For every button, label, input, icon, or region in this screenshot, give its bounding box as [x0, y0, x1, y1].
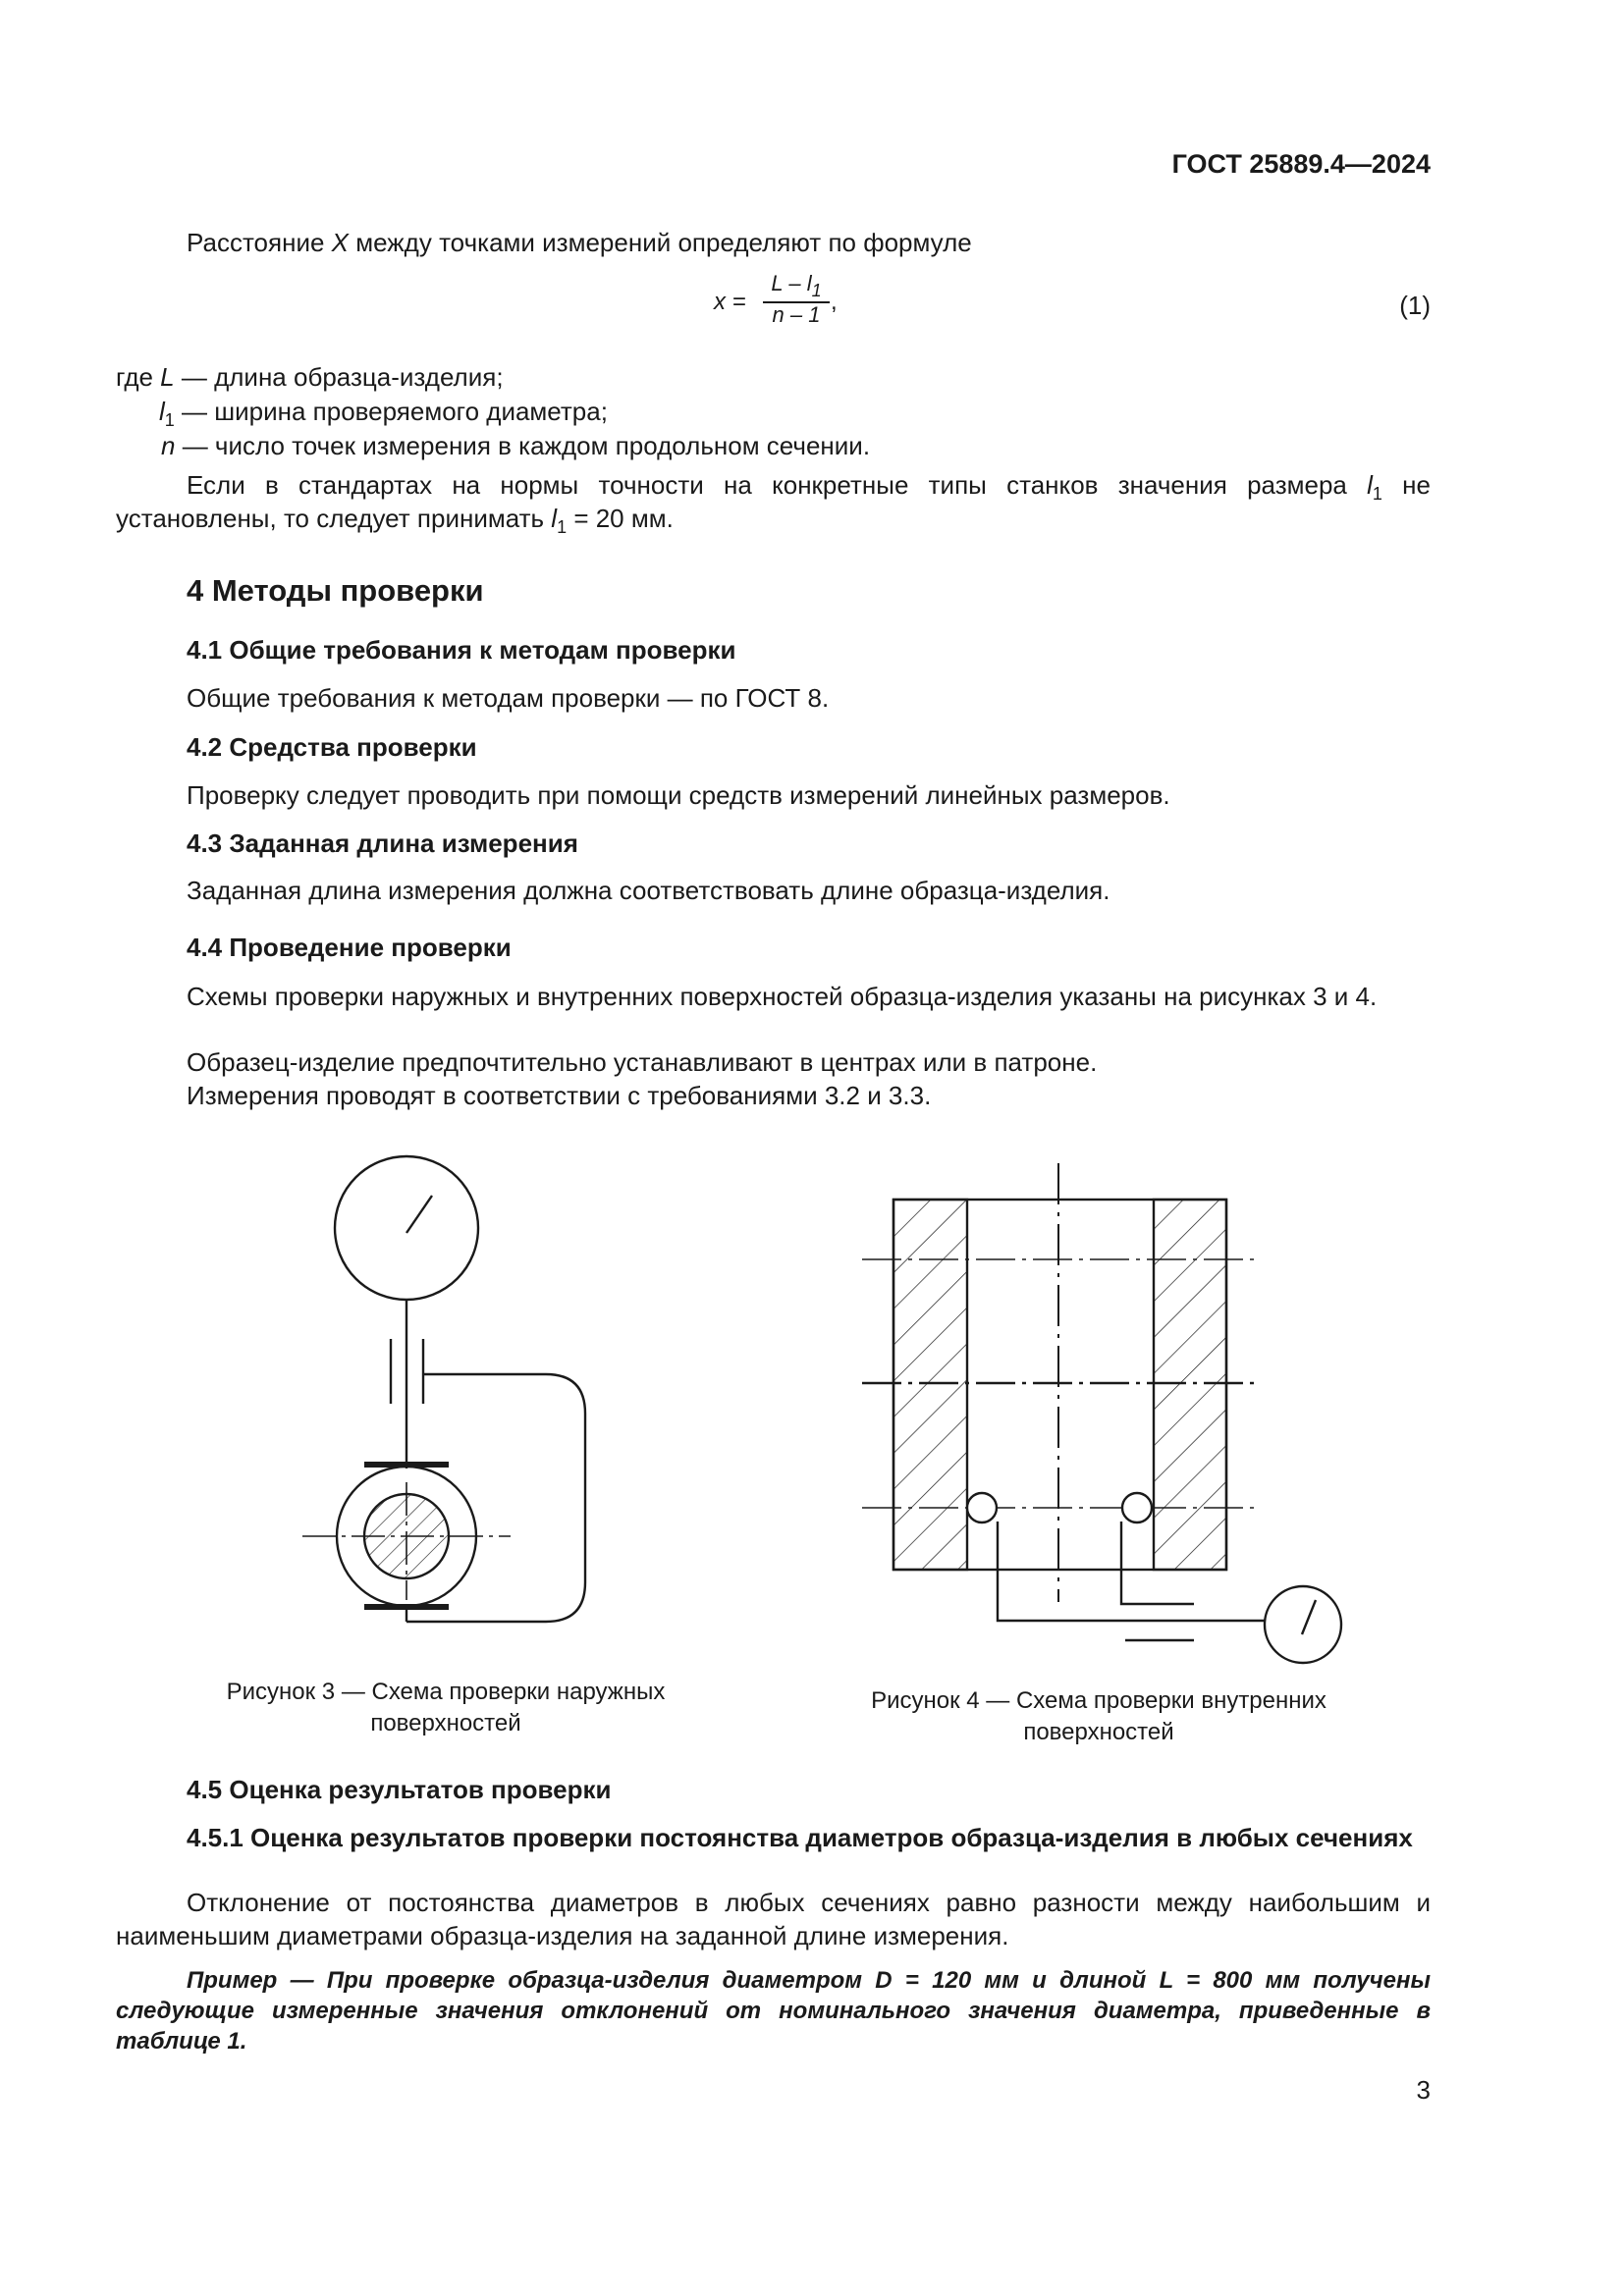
num-minus: – [783, 271, 807, 295]
section-4-1-text: Общие требования к методам проверки — по ГОСТ 8. [187, 683, 830, 713]
where-n-desc: — число точек измерения в каждом продольном сечении. [175, 431, 871, 460]
page-number: 3 [1416, 2075, 1431, 2105]
num-sub: 1 [811, 281, 822, 300]
section-4-2-heading: 4.2 Средства проверки [187, 732, 477, 762]
l1-para-c: = 20 мм. [567, 504, 674, 533]
where-prefix: где [116, 362, 161, 392]
dial-needle-2 [1302, 1600, 1316, 1634]
num-L: L [771, 271, 784, 295]
dial-gauge-icon-2 [1265, 1586, 1341, 1663]
intro-text-b: между точками измерений определяют по формуле [349, 228, 972, 257]
num-l: l [806, 271, 812, 295]
section-4-5-heading: 4.5 Оценка результатов проверки [187, 1775, 612, 1804]
l1-para-sub2: 1 [557, 517, 568, 537]
l1-para-sym2: l [551, 504, 558, 533]
where-l1-symbol: l [159, 397, 165, 426]
where-n-symbol: n [161, 431, 176, 460]
figure-4-drawing [862, 1163, 1341, 1663]
formula-number: (1) [1399, 291, 1431, 320]
section-4-5-1-heading: 4.5.1 Оценка результатов проверки постоянства диаметров образца-изделия в любых сечениях [187, 1823, 1413, 1852]
l1-para-b: не установлены, то следует принимать [116, 470, 1431, 533]
where-l1-sub: 1 [164, 410, 175, 430]
section-4-5-1-text: Отклонение от постоянства диаметров в любых сечениях равно разности между наибольшим и наименьшим диаметрами образца-изделия на заданной длине измерения. [116, 1888, 1431, 1950]
intro-text-a: Расстояние [187, 228, 332, 257]
section-4-2-text: Проверку следует проводить при помощи средств измерений линейных размеров. [187, 780, 1170, 810]
section-4-4-text-2: Образец-изделие предпочтительно устанавливают в центрах или в патроне. [187, 1047, 1098, 1077]
section-4-4-text-1: Схемы проверки наружных и внутренних поверхностей образца-изделия указаны на рисунках 3 и 4. [187, 982, 1378, 1011]
l1-para-a: Если в стандартах на нормы точности на конкретные типы станков значения размера [187, 470, 1368, 500]
section-4-3-heading: 4.3 Заданная длина измерения [187, 828, 578, 858]
section-4-heading: 4 Методы проверки [187, 573, 484, 608]
dial-needle [406, 1196, 432, 1233]
x-symbol: X [331, 228, 350, 257]
formula-denominator: n – 1 [772, 302, 821, 327]
section-4-3-text: Заданная длина измерения должна соответствовать длине образца-изделия. [187, 876, 1110, 905]
dial-gauge-icon [335, 1156, 478, 1300]
formula-trail: , [831, 289, 838, 315]
formula-lhs: x = [714, 289, 746, 315]
section-4-4-heading: 4.4 Проведение проверки [187, 933, 512, 962]
where-L-desc: — длина образца-изделия; [174, 362, 504, 392]
where-l1-desc: — ширина проверяемого диаметра; [174, 397, 608, 426]
l1-para-sym: l [1367, 470, 1373, 500]
section-4-4-text-3: Измерения проводят в соответствии с требованиями 3.2 и 3.3. [187, 1081, 932, 1110]
figure-3-drawing [302, 1156, 585, 1622]
standard-header: ГОСТ 25889.4—2024 [1171, 149, 1431, 179]
figure-4-caption: Рисунок 4 — Схема проверки внутренних поверхностей [871, 1687, 1326, 1745]
example-note: Пример — При проверке образца-изделия диаметром D = 120 мм и длиной L = 800 мм получены следующие измеренные значения отклонений от номинального значения диаметра, приведенные в таблице 1. [116, 1967, 1431, 2055]
section-4-1-heading: 4.1 Общие требования к методам проверки [187, 635, 736, 665]
l1-para-sub: 1 [1372, 484, 1382, 504]
where-L-symbol: L [160, 362, 175, 392]
figure-3-caption: Рисунок 3 — Схема проверки наружных поверхностей [226, 1679, 666, 1736]
